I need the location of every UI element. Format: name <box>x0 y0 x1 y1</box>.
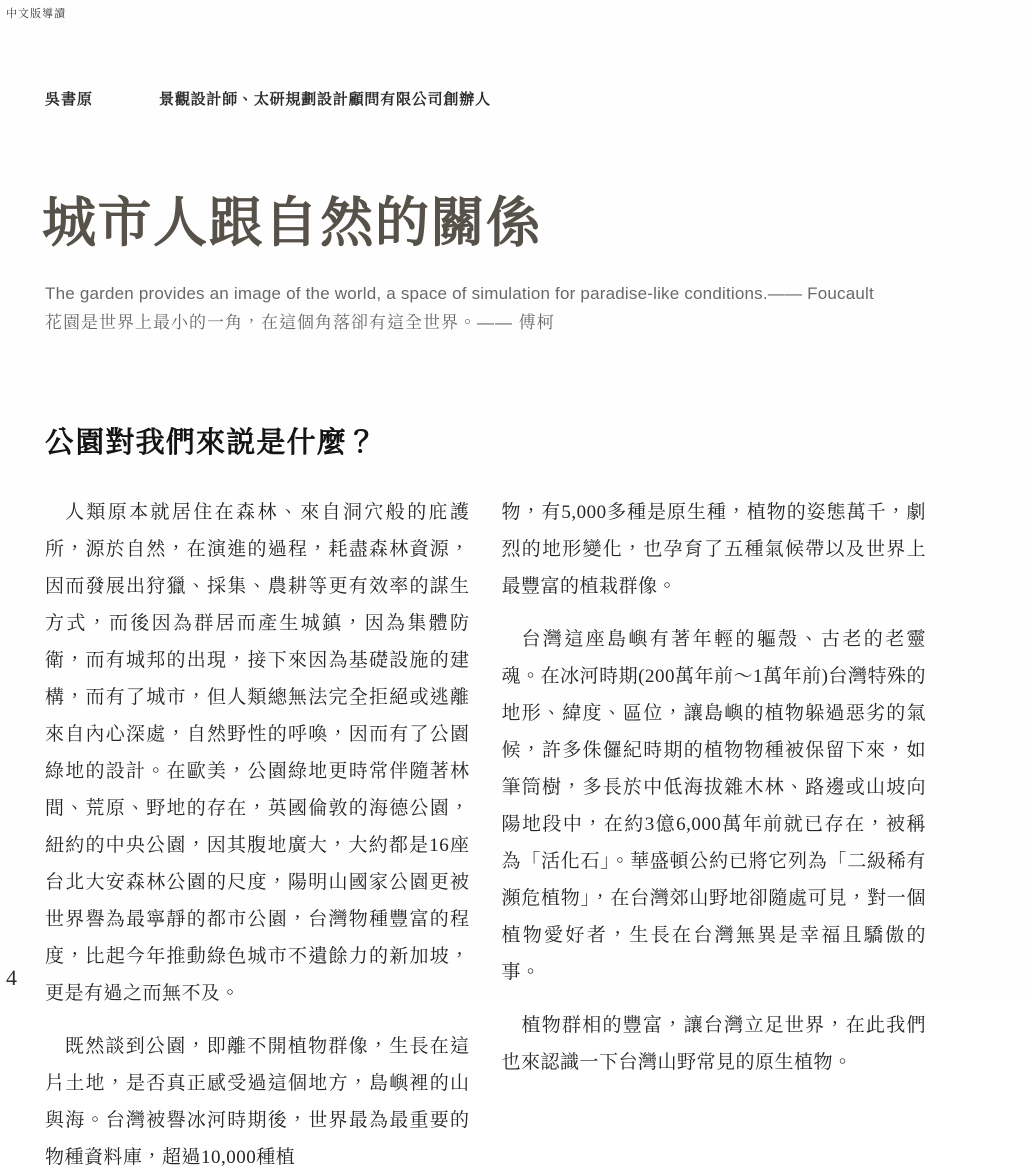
page-title: 城市人跟自然的關係 <box>42 193 542 253</box>
body-paragraph: 台灣這座島嶼有著年輕的軀殼、古老的老靈魂。在冰河時期(200萬年前～1萬年前)台灣特殊的地形、緯度、區位，讓島嶼的植物躲過惡劣的氣候，許多侏儸紀時期的植物物種被保留下來，如筆筒樹，多長於中低海拔雜木林、路邊或山坡向陽地段中，在約3億6,000萬年前就已存在，被稱為「活化石」。華盛頓公約已將它列為「二級稀有瀕危植物」，在台灣郊山野地卻隨處可見，對一個植物愛好者，生長在台灣無異是幸福且驕傲的事。 <box>501 629 926 983</box>
epigraph-english: The garden provides an image of the world, a space of simulation for paradise-like conditions.—— Foucault <box>45 284 874 303</box>
body-paragraph: 植物群相的豐富，讓台灣立足世界，在此我們也來認識一下台灣山野常見的原生植物。 <box>501 1015 926 1073</box>
epigraph <box>45 279 985 337</box>
byline <box>45 88 491 109</box>
body-paragraph: 物，有5,000多種是原生種，植物的姿態萬千，劇烈的地形變化，也孕育了五種氣候帶以及世界上最豐富的植栽群像。 <box>501 502 926 597</box>
corner-label: 中文版導讀 <box>6 8 66 20</box>
left-column <box>45 494 470 1176</box>
body-text <box>45 494 926 1176</box>
section-heading: 公園對我們來説是什麼？ <box>45 427 378 459</box>
epigraph-chinese: 花園是世界上最小的一角，在這個角落卻有這全世界。—— 傅柯 <box>45 313 555 332</box>
body-paragraph: 人類原本就居住在森林、來自洞穴般的庇護所，源於自然，在演進的過程，耗盡森林資源，因而發展出狩獵、採集、農耕等更有效率的謀生方式，而後因為群居而產生城鎮，因為集體防衛，而有城邦的出現，接下來因為基礎設施的建構，而有了城市，但人類總無法完全拒絕或逃離來自內心深處，自然野性的呼喚，因而有了公園綠地的設計。在歐美，公園綠地更時常伴隨著林間、荒原、野地的存在，英國倫敦的海德公園，紐約的中央公園，因其腹地廣大，大約都是16座台北大安森林公園的尺度，陽明山國家公園更被世界譽為最寧靜的都市公園，台灣物種豐富的程度，比起今年推動綠色城市不遺餘力的新加坡，更是有過之而無不及。 <box>45 502 470 1004</box>
author-name: 吳書原 <box>45 91 94 108</box>
body-paragraph: 既然談到公園，即離不開植物群像，生長在這片土地，是否真正感受過這個地方，島嶼裡的山與海。台灣被譽冰河時期後，世界最為最重要的物種資料庫，超過10,000種植 <box>45 1036 470 1168</box>
author-role: 景觀設計師、太研規劃設計顧問有限公司創辦人 <box>159 91 491 108</box>
page-number: 4 <box>6 965 17 990</box>
right-column <box>502 494 927 1176</box>
